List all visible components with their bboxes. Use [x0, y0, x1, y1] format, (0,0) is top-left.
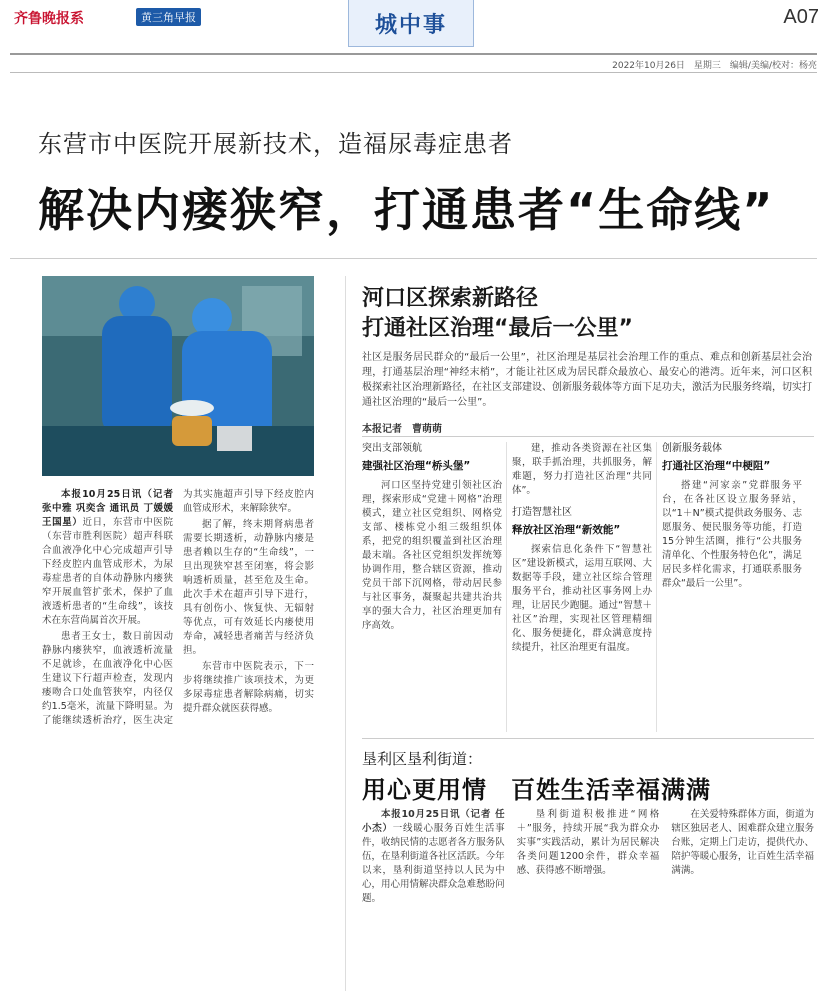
kenli-byline: 本报10月25日讯（记者 任小杰） — [362, 809, 505, 834]
edition-badge: 黄三角早报 — [136, 8, 201, 26]
hekou-col1-subhead: 建强社区治理“桥头堡” — [362, 460, 471, 472]
byline-rule — [362, 436, 814, 437]
section-header — [348, 0, 474, 47]
column-rule — [506, 442, 507, 732]
hekou-column-2 — [512, 442, 652, 732]
kenli-headline — [362, 770, 735, 805]
main-story-paragraph: 患者王女士，数日前因动静脉内瘘狭窄，血液透析流量不足就诊，在血液净化中心医生建议下行超声检查，发现内瘘吻合口处血管狭窄，内径仅约1.5毫米，流量下降明显。为了能继续透析治疗，医生决定为其实施超声引导下经皮腔内血管成形术，来解除狭窄。 — [42, 489, 314, 726]
kenli-paragraph: 垦利街道积极推进“网格＋”服务，持续开展“我为群众办实事”实践活动，累计为居民解决各类问题1200余件，群众幸福感、获得感不断增强。 — [516, 809, 660, 876]
hekou-col1-text: 河口区坚持党建引领社区治理，探索形成“党建＋网格”治理模式，建立社区党组织、网格党支部、楼栋党小组三级组织体系，把党的组织覆盖到社区治理最末端。各社区党组织发挥统筹协调作用，整合辖区资源，推动党员干部下沉网格，带动居民参与社区事务，凝聚起共建共治共享的强大合力，社区治理更加有序高效。 — [362, 480, 502, 631]
kenli-paragraph: 在关爱特殊群体方面，街道为辖区独居老人、困难群众建立服务台账，定期上门走访，提供代办、陪护等暖心服务，让百姓生活幸福满满。 — [671, 809, 814, 876]
hekou-col3-kicker: 创新服务载体 — [662, 443, 722, 454]
hekou-column-1 — [362, 442, 502, 732]
hekou-byline: 本报记者 曹萌萌 — [362, 424, 442, 435]
main-headline: 解决内瘘狭窄，打通患者“生命线” — [38, 183, 775, 237]
newspaper-logo: 齐鲁晚报系 — [14, 11, 84, 27]
hekou-col3-subhead: 打通社区治理“中梗阻” — [662, 460, 771, 472]
page-number: A07 — [783, 6, 819, 28]
hekou-col2-lead: 建，推动各类资源在社区集聚，联手抓治理，共抓服务，解难题，努力打造社区治理“共同体”。 — [512, 443, 652, 496]
dateline: 2022年10月26日 星期三 编辑/美编/校对：杨亮 — [612, 61, 817, 71]
surgery-photo — [42, 276, 314, 476]
date-rule — [10, 72, 817, 73]
kenli-story-body — [362, 808, 814, 994]
column-rule — [656, 442, 657, 732]
main-story-paragraph: 近日，东营市中医院（东营市胜利医院）超声科联合血液净化中心完成超声引导下经皮腔内血管成形术，为尿毒症患者的自体动静脉内瘘狭窄开展血管扩张术，保护了血液透析患者的“生命线”，该技术在东营尚属首次开展。 — [42, 517, 173, 626]
main-story-paragraph: 东营市中医院表示，下一步将继续推广该项技术，为更多尿毒症患者解除病痛，切实提升群众就医获得感。 — [183, 661, 314, 714]
hekou-col3-text: 搭建“河家亲”党群服务平台，在各社区设立服务驿站，以“1＋N”模式提供政务服务、志愿服务、便民服务等功能，打造15分钟生活圈，推行“公共服务清单化、个性服务特色化”，满足居民多样化需求，打通联系服务群众“最后一公里”。 — [662, 480, 802, 589]
hekou-headline-line1: 河口区探索新路径 — [362, 286, 539, 311]
main-subhead: 东营市中医院开展新技术，造福尿毒症患者 — [38, 130, 513, 158]
surgery-photo-illustration — [42, 276, 314, 476]
hekou-col2-subhead: 释放社区治理“新效能” — [512, 524, 621, 536]
kenli-headline-part2: 百姓生活幸福满满 — [511, 776, 711, 804]
kenli-headline-part1: 用心更用情 — [362, 776, 487, 804]
hekou-headline — [362, 284, 633, 344]
main-story-body — [42, 488, 314, 993]
main-story-paragraph: 据了解，终末期肾病患者需要长期透析，动静脉内瘘是患者赖以生存的“生命线”，一旦出现狭窄甚至闭塞，将会影响透析质量，甚至危及生命。此次手术在超声引导下进行，具有创伤小、恢复快、无辐射等优点，可有效延长内瘘使用寿命，减轻患者痛苦与经济负担。 — [183, 519, 314, 656]
hekou-headline-line2: 打通社区治理“最后一公里” — [362, 316, 633, 341]
section-title: 城中事 — [374, 11, 447, 38]
column-divider — [345, 276, 346, 991]
hekou-column-3 — [662, 442, 802, 732]
main-story-byline: 本报10月25日讯（记者 张中雅 巩奕含 通讯员 丁媛媛 王国星） — [42, 489, 173, 528]
hekou-col2-text: 探索信息化条件下“智慧社区”建设新模式，运用互联网、大数据等手段，建立社区综合管理服务平台，推动社区事务网上办理，让居民少跑腿。通过“智慧＋社区”治理，实现社区管理精细化、服务便捷化，群众满意度持续提升，社区治理更有温度。 — [512, 544, 652, 653]
kenli-kicker: 垦利区垦利街道： — [362, 750, 483, 768]
top-rule — [10, 53, 817, 55]
headline-rule — [10, 258, 817, 259]
kenli-paragraph: 一线暖心服务百姓生活事件，收纳民情的志愿者各方服务队伍，在垦利街道各社区活跃。今年以来，垦利街道坚持以人民为中心，用心用情解决群众急难愁盼问题。 — [362, 823, 505, 904]
hekou-intro: 社区是服务居民群众的“最后一公里”，社区治理是基层社会治理工作的重点、难点和创新基层社会治理，打通基层治理“神经末梢”，才能让社区成为居民群众最放心、最安心的港湾。近年来，河口区积极探索社区治理新路径，在社区支部建设、创新服务载体等方面下足功夫，激活为民服务终端，切实打通社区治理的“最后一公里”。 — [362, 352, 812, 408]
hekou-col2-kicker: 打造智慧社区 — [512, 507, 572, 518]
hekou-col1-kicker: 突出支部领航 — [362, 443, 422, 454]
lower-rule — [362, 738, 814, 739]
